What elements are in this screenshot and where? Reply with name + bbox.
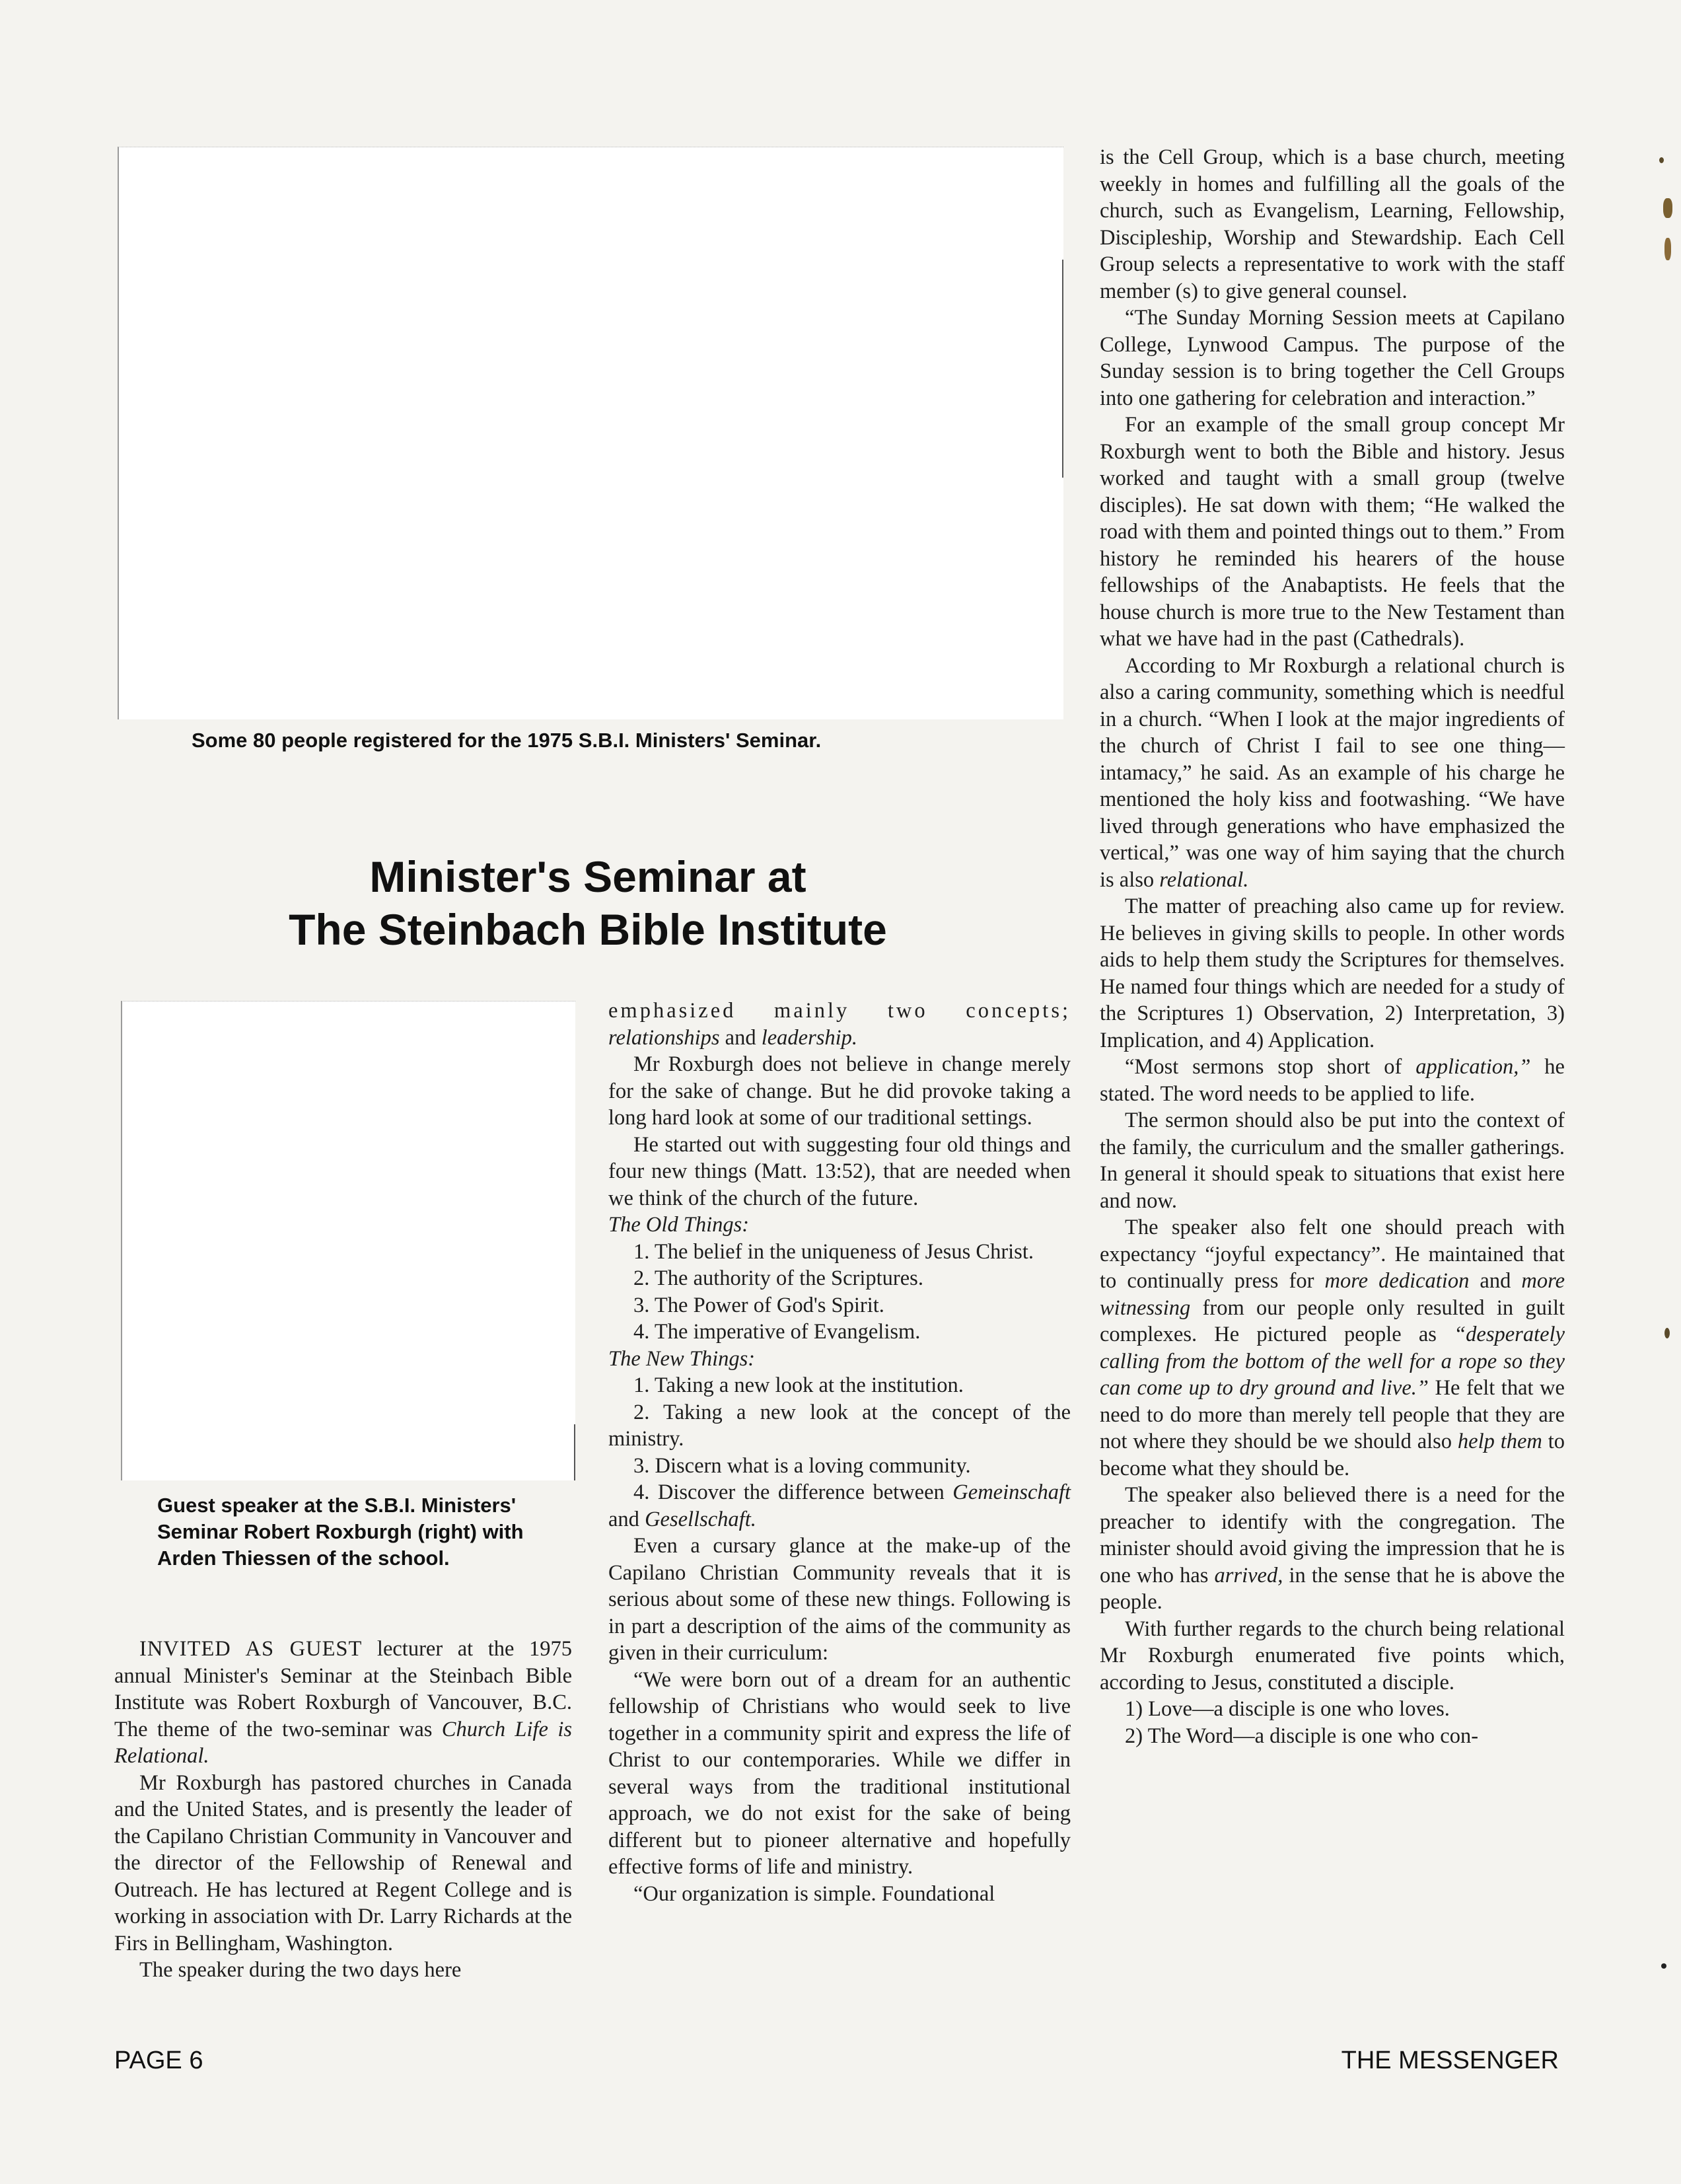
list-item: 1) Love—a disciple is one who loves. [1125, 1697, 1450, 1721]
paper-speck [1664, 1328, 1670, 1338]
paragraph: The speaker during the two days here [139, 1958, 462, 1982]
paragraph: “We were born out of a dream for an authentic fellowship of Christians who would seek to live together in a community spirit and express the life of Christ to our contemporaries. While we differ in several ways from the traditional institutional approach, we do not exist for the sake of being different but to pioneer alternative and hopefully effective forms of life and ministry. [608, 1667, 1071, 1879]
subheading-text: The New Things: [608, 1346, 756, 1371]
paragraph: “Our organization is simple. Foundational [633, 1881, 995, 1906]
list-item: 2) The Word—a disciple is one who con- [1125, 1724, 1479, 1748]
photo-caption-top: Some 80 people registered for the 1975 S.B.I. Ministers' Seminar. [192, 729, 822, 752]
paragraph [1100, 1482, 1565, 1616]
list-item: 3. The Power of God's Spirit. [633, 1293, 884, 1317]
headline-line-2: The Steinbach Bible Institute [289, 905, 887, 954]
subheading-old-things [608, 1212, 1071, 1239]
guest-speaker-photo [121, 1001, 575, 1480]
paragraph [1100, 1214, 1565, 1482]
paragraph: With further regards to the church being relational Mr Roxburgh enumerated five points which, according to Jesus, constituted a disciple. [1100, 1617, 1565, 1694]
paragraph: The sermon should also be put into the context of the family, the curriculum and the smaller gatherings. In general it should speak to situations that exist here and now. [1100, 1109, 1565, 1213]
emphasis: Gesellschaft. [645, 1507, 756, 1531]
text: The speaker also believed there is a need for the preacher to identify with the congregation. The minister should avoid giving the impression that he is one who has [1100, 1483, 1565, 1587]
article-column-1 [114, 1636, 572, 1984]
text: to become what they should be. [1100, 1430, 1565, 1480]
emphasis: arrived, [1214, 1563, 1283, 1587]
emphasis: more dedication [1324, 1269, 1470, 1293]
photo-caption-speaker [157, 1492, 593, 1572]
text: and [1469, 1269, 1522, 1293]
list-item: 2. The authority of the Scriptures. [633, 1266, 923, 1290]
emphasis: leadership. [761, 1025, 858, 1050]
paragraph: For an example of the small group concept Mr Roxburgh went to both the Bible and history. Jesus worked and taught with a small group (twelve disciples). He sat down with them; “He walked the road with them and pointed things out to them.” From history he reminded his hearers of the house fellowships of the Anabaptists. He feels that the house church is more true to the New Testament than what we have had in the past (Cathedrals). [1100, 413, 1565, 651]
list-item: 1. Taking a new look at the institution. [633, 1373, 964, 1397]
text: and [608, 1507, 645, 1531]
text: The speaker also felt one should preach with expectancy “joyful expectancy”. He maintained that to continually press for [1100, 1216, 1565, 1293]
paper-speck [1663, 198, 1672, 218]
text: According to Mr Roxburgh a relational church is also a caring community, something which is needful in a church. “When I look at the major ingredients of the church of Christ I fail to see one thing—intamacy,” he said. As an example of his charge he mentioned the holy kiss and footwashing. “We have lived through generations who have emphasized the vertical,” was one way of him saying that the church is also [1100, 653, 1565, 892]
paper-speck [1664, 238, 1671, 260]
list-item [608, 1479, 1071, 1533]
paper-speck [1661, 1963, 1666, 1969]
headline-line-1: Minister's Seminar at [369, 852, 806, 901]
text: lecturer at the 1975 annual Minister's Seminar at the Steinbach Bible Institute was Robert Roxburgh of Vancouver, B.C. The theme of the two-seminar was [114, 1637, 572, 1741]
emphasis: more witnessing [1100, 1269, 1565, 1320]
paragraph: Even a cursary glance at the make-up of the Capilano Christian Community reveals that it is serious about some of these new things. Following is in part a description of the aims of the community as given in their curriculum: [608, 1534, 1071, 1665]
emphasis: relationships [608, 1025, 720, 1050]
paragraph [1100, 653, 1565, 894]
paragraph: The matter of preaching also came up for review. He believes in giving skills to people. In other words aids to help them study the Scriptures for themselves. He named four things which are needed for a study of the Scriptures 1) Observation, 2) Interpretation, 3) Implication, and 4) Application. [1100, 894, 1565, 1052]
paragraph [608, 998, 1071, 1051]
emphasis: application,” [1415, 1055, 1531, 1079]
seminar-photo [118, 147, 1063, 719]
paragraph: He started out with suggesting four old things and four new things (Matt. 13:52), that are needed when we think of the church of the future. [608, 1132, 1071, 1210]
paragraph: Mr Roxburgh does not believe in change merely for the sake of change. But he did provoke taking a long hard look at some of our traditional settings. [608, 1052, 1071, 1130]
emphasis: “desperately calling from the bottom of the well for a rope so they can come up to dry ground and live.” [1100, 1323, 1565, 1400]
emphasis: Gemeinschaft [952, 1480, 1071, 1504]
text: “Most sermons stop short of [1125, 1055, 1416, 1079]
caption-line-3: Arden Thiessen of the school. [157, 1547, 450, 1570]
page-number: PAGE 6 [114, 2047, 203, 2074]
subheading-new-things [608, 1346, 1071, 1373]
emphasis: relational. [1159, 867, 1249, 892]
paragraph [114, 1636, 572, 1770]
paragraph: is the Cell Group, which is a base church, meeting weekly in homes and fulfilling all the goals of the church, such as Evangelism, Learning, Fellowship, Discipleship, Worship and Stewardship. Each Cell Group selects a representative to work with the staff member (s) to give general counsel. [1100, 145, 1565, 303]
text: emphasized mainly two concepts; [608, 999, 1071, 1023]
emphasis: help them [1457, 1430, 1542, 1453]
paragraph [1100, 1054, 1565, 1107]
caption-line-2: Seminar Robert Roxburgh (right) with [157, 1520, 524, 1543]
list-item: 2. Taking a new look at the concept of the ministry. [608, 1400, 1071, 1451]
text: from our people only resulted in guilt complexes. He pictured people as [1100, 1295, 1565, 1346]
article-column-3 [1100, 144, 1565, 1749]
paragraph: “The Sunday Morning Session meets at Capilano College, Lynwood Campus. The purpose of the Sunday session is to bring together the Cell Groups into one gathering for celebration and interaction.” [1100, 306, 1565, 410]
text: and [719, 1025, 762, 1050]
list-item: 4. The imperative of Evangelism. [633, 1320, 921, 1344]
text: 4. Discover the difference between [633, 1480, 953, 1504]
theme-title: Church Life is Relational. [114, 1717, 572, 1768]
article-column-2 [608, 998, 1071, 1907]
text: in the sense that he is above the people. [1100, 1563, 1565, 1614]
lead-in: INVITED AS GUEST [139, 1637, 363, 1661]
list-item: 3. Discern what is a loving community. [633, 1453, 971, 1478]
paragraph: Mr Roxburgh has pastored churches in Canada and the United States, and is presently the leader of the Capilano Christian Community in Vancouver and the director of the Fellowship of Renewal and Outreach. He has lectured at Regent College and is working in association with Dr. Larry Richards at the Firs in Bellingham, Washington. [114, 1770, 572, 1955]
list-item: 1. The belief in the uniqueness of Jesus Christ. [633, 1239, 1034, 1264]
text: He felt that we need to do more than merely tell people that they are not where they should be we should also [1100, 1376, 1565, 1453]
caption-line-1: Guest speaker at the S.B.I. Ministers' [157, 1494, 517, 1517]
text: he stated. The word needs to be applied to life. [1100, 1055, 1565, 1106]
subheading-text: The Old Things: [608, 1213, 750, 1237]
article-headline [159, 850, 1017, 956]
publication-name: THE MESSENGER [1341, 2047, 1559, 2074]
paper-speck [1659, 157, 1664, 163]
